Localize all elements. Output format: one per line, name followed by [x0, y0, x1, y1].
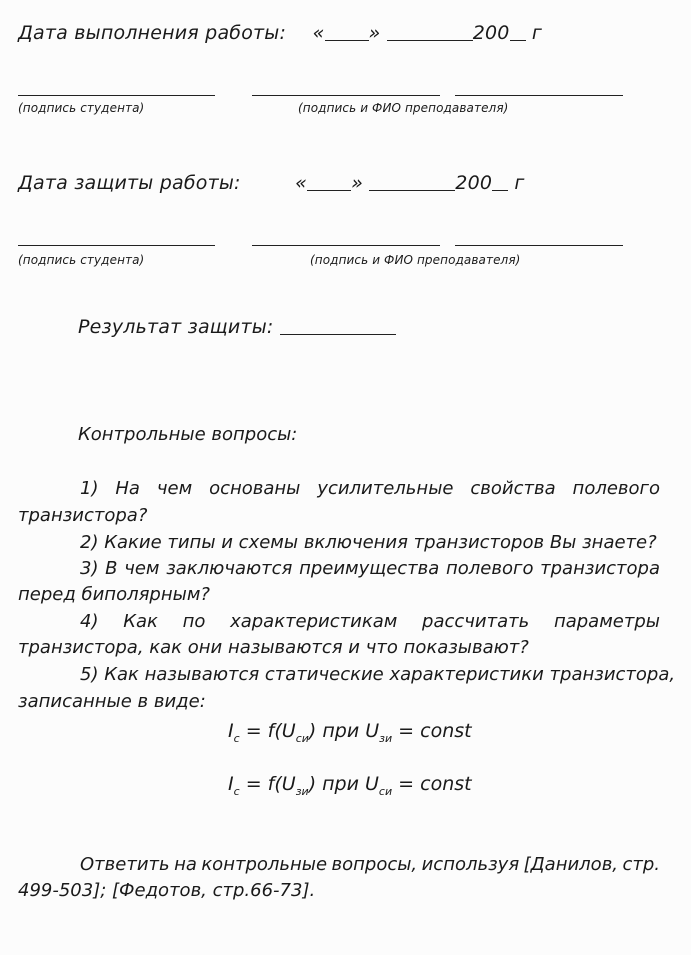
- instruction-word: вопросы,: [331, 854, 418, 875]
- formula-2: [228, 773, 472, 798]
- execution-quote-open: «: [312, 22, 325, 44]
- formula-1: [228, 720, 472, 745]
- q1-word: свойства: [470, 478, 556, 499]
- question-3-line-1: [80, 558, 660, 579]
- defense-year-suffix: г: [514, 172, 525, 194]
- defense-quote-close: »: [351, 172, 364, 194]
- instruction-word: Ответить: [80, 854, 170, 875]
- result-blank: [280, 318, 396, 335]
- instruction-word: стр.: [622, 854, 660, 875]
- instruction-word: на: [174, 854, 197, 875]
- formula-2-current: I: [228, 773, 234, 795]
- question-4-line-2: транзистора, как они называются и что показывают?: [18, 637, 529, 658]
- defense-student-signature-line: [18, 245, 215, 246]
- q1-word: На: [115, 478, 140, 499]
- question-1-line-2: транзистора?: [18, 505, 148, 526]
- q1-word: основаны: [209, 478, 301, 499]
- instruction-line-2: 499-503]; [Федотов, стр.66-73].: [18, 880, 316, 901]
- formula-1-current: I: [228, 720, 234, 742]
- question-4-line-1: [80, 611, 660, 632]
- formula-2-arg-sub: зи: [295, 785, 309, 798]
- defense-teacher-caption: (подпись и ФИО преподавателя): [310, 253, 521, 267]
- defense-student-caption: (подпись студента): [18, 253, 145, 267]
- q3-word: заключаются: [166, 558, 293, 579]
- q1-word: 1): [80, 478, 99, 499]
- question-5-line-1: 5) Как называются статические характеристики транзистора,: [80, 664, 676, 685]
- formula-1-arg-sub: си: [295, 732, 309, 745]
- q4-word: Как: [123, 611, 158, 632]
- formula-1-condition: ) при U: [308, 720, 380, 742]
- formula-2-condition: ) при U: [308, 773, 379, 795]
- defense-year-blank: [492, 174, 508, 191]
- formula-2-condition-sub: си: [378, 785, 393, 798]
- q3-word: В: [105, 558, 118, 579]
- defense-date-label: Дата защиты работы:: [18, 172, 241, 194]
- defense-teacher-name-line: [455, 245, 623, 246]
- execution-teacher-caption: (подпись и ФИО преподавателя): [298, 101, 509, 115]
- formula-1-current-sub: с: [233, 732, 240, 745]
- execution-year-blank: [510, 24, 526, 41]
- q3-word: транзистора: [540, 558, 660, 579]
- q3-word: преимущества: [299, 558, 440, 579]
- defense-month-blank: [369, 174, 455, 191]
- instruction-word: контрольные: [201, 854, 328, 875]
- defense-date-row: [18, 172, 525, 194]
- q4-word: параметры: [553, 611, 660, 632]
- q3-word: 3): [80, 558, 99, 579]
- question-5-line-2: записанные в виде:: [18, 691, 206, 712]
- question-1-line-1: [80, 478, 660, 499]
- defense-year: 200: [455, 172, 493, 194]
- execution-teacher-name-line: [455, 95, 623, 96]
- q3-word: чем: [124, 558, 160, 579]
- q1-word: полевого: [572, 478, 660, 499]
- execution-day-blank: [325, 24, 369, 41]
- formula-2-current-sub: с: [233, 785, 240, 798]
- q4-word: рассчитать: [422, 611, 530, 632]
- execution-student-caption: (подпись студента): [18, 101, 145, 115]
- result-label: Результат защиты:: [78, 316, 274, 338]
- formula-1-func: = f(U: [239, 720, 296, 742]
- formula-2-const: = const: [392, 773, 472, 795]
- q1-word: чем: [156, 478, 193, 499]
- q4-word: 4): [80, 611, 99, 632]
- q4-word: характеристикам: [230, 611, 398, 632]
- formula-2-func: = f(U: [239, 773, 296, 795]
- instruction-word: [Данилов,: [523, 854, 619, 875]
- instruction-line-1: [80, 854, 660, 875]
- formula-1-const: = const: [392, 720, 472, 742]
- defense-teacher-signature-line: [252, 245, 440, 246]
- question-2: 2) Какие типы и схемы включения транзисторов Вы знаете?: [80, 532, 657, 553]
- questions-heading: Контрольные вопросы:: [78, 424, 298, 445]
- result-row: [78, 316, 396, 338]
- q1-word: усилительные: [317, 478, 454, 499]
- defense-day-blank: [307, 174, 351, 191]
- execution-month-blank: [387, 24, 473, 41]
- execution-student-signature-line: [18, 95, 215, 96]
- formula-1-condition-sub: зи: [379, 732, 393, 745]
- question-3-line-2: перед биполярным?: [18, 584, 210, 605]
- execution-year: 200: [472, 22, 510, 44]
- execution-quote-close: »: [368, 22, 381, 44]
- execution-date-row: [18, 22, 542, 44]
- q4-word: по: [182, 611, 206, 632]
- execution-date-label: Дата выполнения работы:: [18, 22, 287, 44]
- execution-teacher-signature-line: [252, 95, 440, 96]
- defense-quote-open: «: [295, 172, 308, 194]
- q3-word: полевого: [446, 558, 534, 579]
- instruction-word: используя: [421, 854, 520, 875]
- execution-year-suffix: г: [531, 22, 543, 44]
